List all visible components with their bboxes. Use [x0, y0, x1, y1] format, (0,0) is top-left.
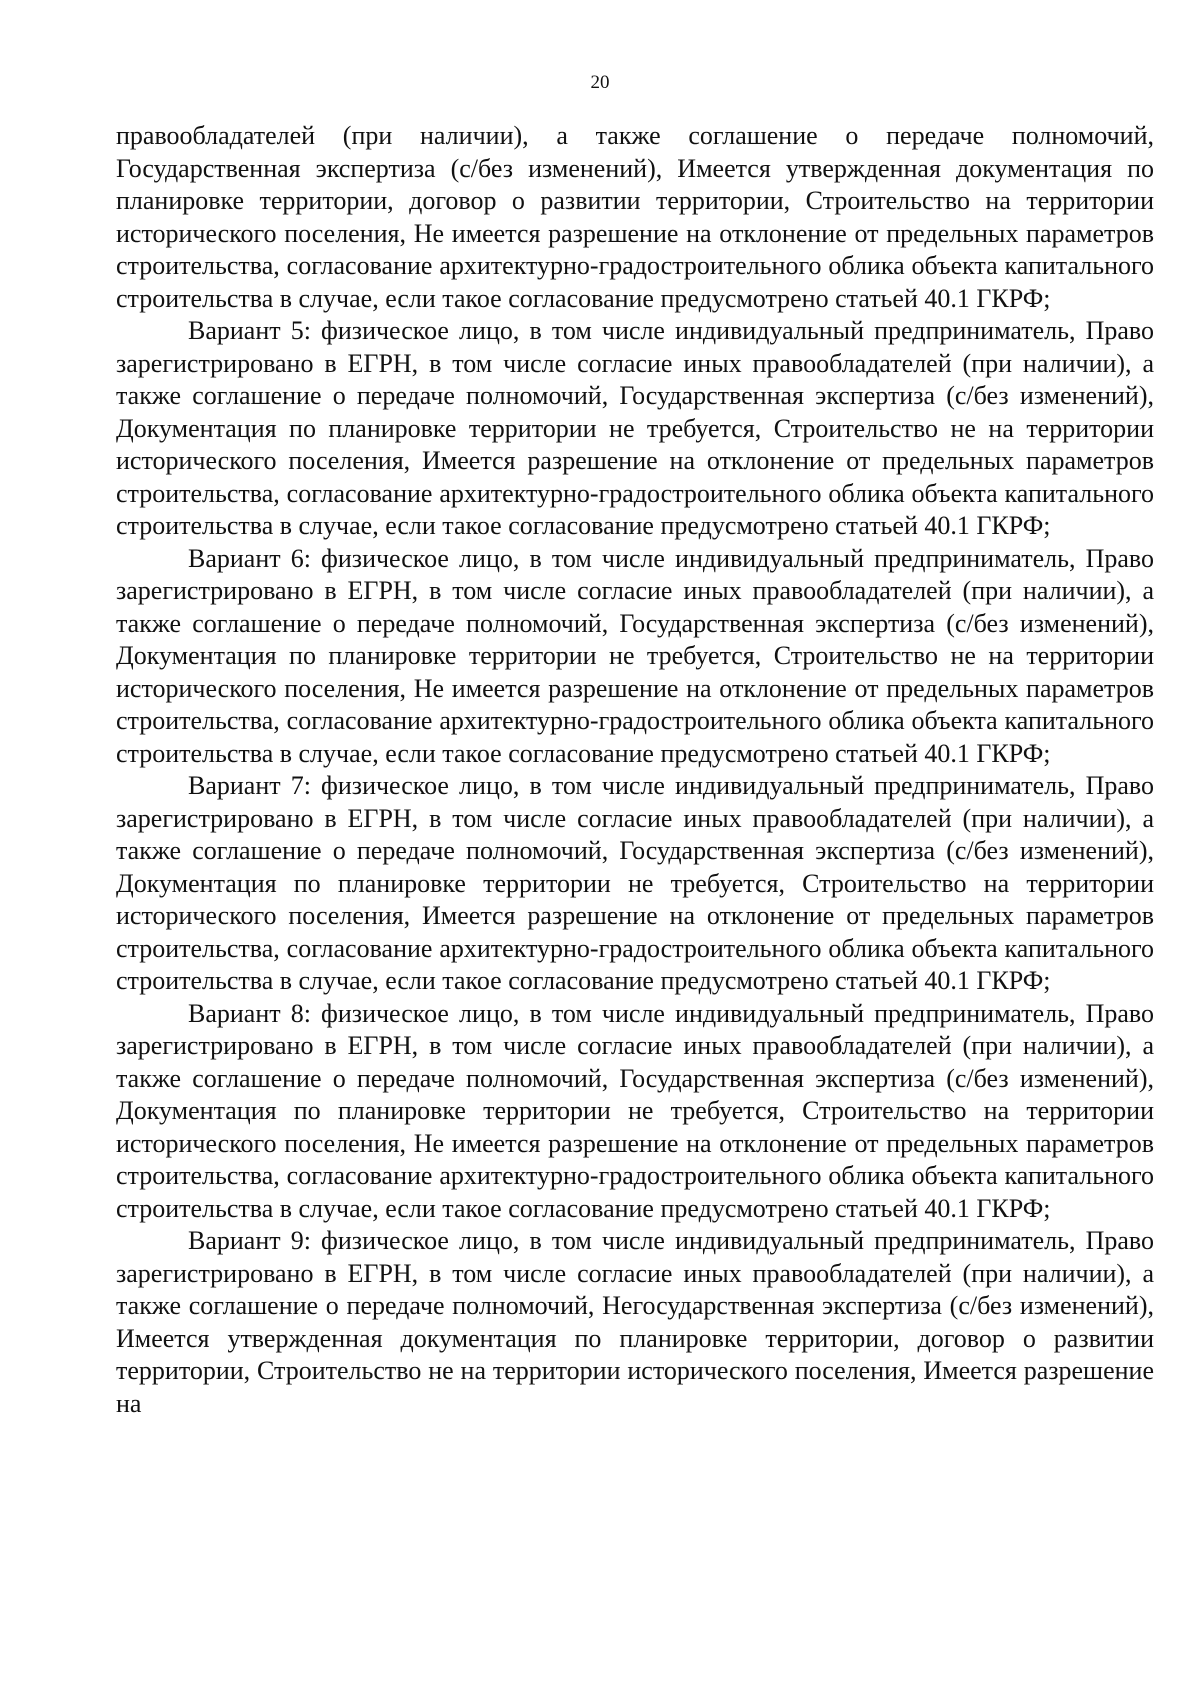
- paragraph-variant-7: Вариант 7: физическое лицо, в том числе индивидуальный предприниматель, Право зарегистрировано в ЕГРН, в том числе согласие иных правообладателей (при наличии), а также соглашение о передаче полномочий, Государственная экспертиза (с/без изменений), Документация по планировке территории не требуется, Строительство на территории исторического поселения, Имеется разрешение на отклонение от предельных параметров строительства, согласование архитектурно-градостроительного облика объекта капитального строительства в случае, если такое согласование предусмотрено статьей 40.1 ГКРФ;: [116, 771, 1154, 995]
- page-number: 20: [590, 72, 610, 93]
- document-body: [116, 120, 1154, 1420]
- paragraph-variant-6: Вариант 6: физическое лицо, в том числе индивидуальный предприниматель, Право зарегистрировано в ЕГРН, в том числе согласие иных правообладателей (при наличии), а также соглашение о передаче полномочий, Государственная экспертиза (с/без изменений), Документация по планировке территории не требуется, Строительство не на территории исторического поселения, Не имеется разрешение на отклонение от предельных параметров строительства, согласование архитектурно-градостроительного облика объекта капитального строительства в случае, если такое согласование предусмотрено статьей 40.1 ГКРФ;: [116, 543, 1154, 768]
- paragraph-variant-8: Вариант 8: физическое лицо, в том числе индивидуальный предприниматель, Право зарегистрировано в ЕГРН, в том числе согласие иных правообладателей (при наличии), а также соглашение о передаче полномочий, Государственная экспертиза (с/без изменений), Документация по планировке территории не требуется, Строительство на территории исторического поселения, Не имеется разрешение на отклонение от предельных параметров строительства, согласование архитектурно-градостроительного облика объекта капитального строительства в случае, если такое согласование предусмотрено статьей 40.1 ГКРФ;: [116, 998, 1154, 1223]
- paragraph-variant-9: Вариант 9: физическое лицо, в том числе индивидуальный предприниматель, Право зарегистрировано в ЕГРН, в том числе согласие иных правообладателей (при наличии), а также соглашение о передаче полномочий, Негосударственная экспертиза (с/без изменений), Имеется утвержденная документация по планировке территории, договор о развитии территории, Строительство не на территории исторического поселения, Имеется разрешение на: [116, 1226, 1154, 1418]
- paragraph-continuation: правообладателей (при наличии), а также соглашение о передаче полномочий, Государственная экспертиза (с/без изменений), Имеется утвержденная документация по планировке территории, договор о развитии территории, Строительство на территории исторического поселения, Не имеется разрешение на отклонение от предельных параметров строительства, согласование архитектурно-градостроительного облика объекта капитального строительства в случае, если такое согласование предусмотрено статьей 40.1 ГКРФ;: [116, 121, 1154, 313]
- paragraph-variant-5: Вариант 5: физическое лицо, в том числе индивидуальный предприниматель, Право зарегистрировано в ЕГРН, в том числе согласие иных правообладателей (при наличии), а также соглашение о передаче полномочий, Государственная экспертиза (с/без изменений), Документация по планировке территории не требуется, Строительство не на территории исторического поселения, Имеется разрешение на отклонение от предельных параметров строительства, согласование архитектурно-градостроительного облика объекта капитального строительства в случае, если такое согласование предусмотрено статьей 40.1 ГКРФ;: [116, 316, 1154, 540]
